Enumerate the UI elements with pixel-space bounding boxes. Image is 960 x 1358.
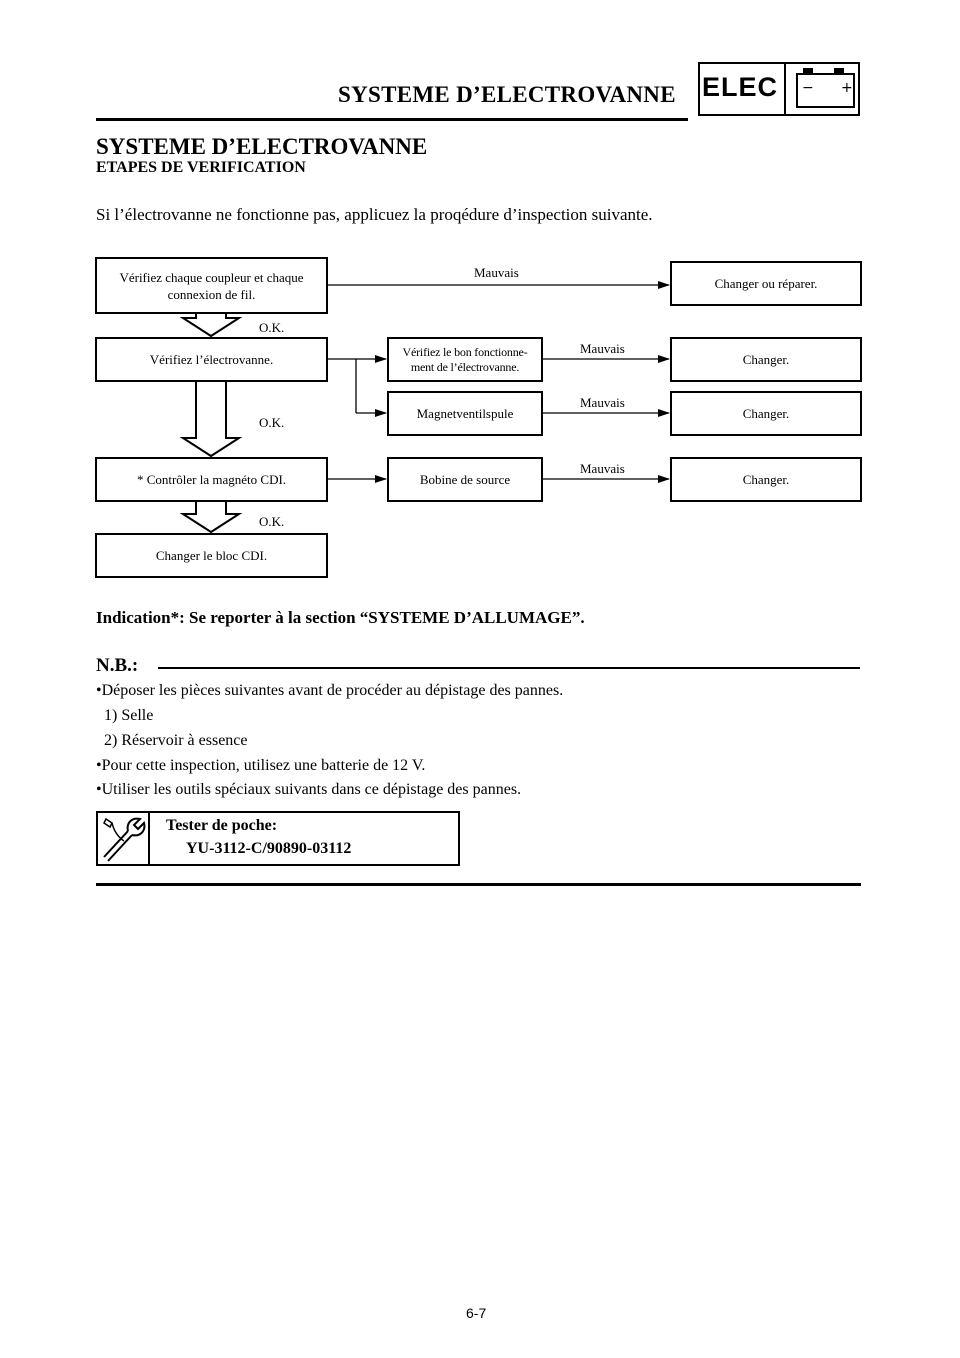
check-valve-operation: Vérifiez le bon fonctionne-ment de l’électrovanne. <box>387 337 543 382</box>
result-replace-valve: Changer. <box>670 337 862 382</box>
battery-plus-sign: + <box>841 80 853 96</box>
nb-rule <box>158 667 860 669</box>
label-bad-couplers: Mauvais <box>474 265 519 280</box>
result-replace-coil: Changer. <box>670 391 862 436</box>
special-tool-divider <box>148 811 150 866</box>
tool-title: Tester de poche: <box>166 817 278 834</box>
check-source-coil: Bobine de source <box>387 457 543 502</box>
step-check-couplers: Vérifiez chaque coupleur et chaque connexion de fil. <box>95 257 328 314</box>
result-repair: Changer ou réparer. <box>670 261 862 306</box>
label-bad-coil: Mauvais <box>580 395 625 410</box>
section-title: SYSTEME D’ELECTROVANNE <box>96 134 428 159</box>
page-number: 6-7 <box>466 1305 487 1321</box>
ok-arrow-2 <box>183 382 239 456</box>
tool-icon <box>98 813 148 864</box>
nb-label: N.B.: <box>96 655 139 676</box>
ok-arrow-1 <box>183 314 239 336</box>
nb-line-5: •Utiliser les outils spéciaux suivants dans ce dépistage des pannes. <box>96 781 522 798</box>
label-bad-operation: Mauvais <box>580 341 625 356</box>
nb-line-4: •Pour cette inspection, utilisez une batterie de 12 V. <box>96 757 426 774</box>
label-ok-2: O.K. <box>259 415 285 430</box>
subsection-title: ETAPES DE VERIFICATION <box>96 159 306 176</box>
label-bad-source: Mauvais <box>580 461 625 476</box>
step-check-cdi: * Contrôler la magnéto CDI. <box>95 457 328 502</box>
header-title: SYSTEME D’ELECTROVANNE <box>338 82 676 107</box>
label-ok-1: O.K. <box>259 320 285 335</box>
nb-line-3: 2) Réservoir à essence <box>104 732 248 749</box>
check-valve-coil: Magnetventilspule <box>387 391 543 436</box>
battery-minus-sign: − <box>802 80 814 96</box>
indication-note: Indication*: Se reporter à la section “SYSTEME D’ALLUMAGE”. <box>96 608 585 627</box>
ok-arrow-3 <box>183 502 239 532</box>
label-ok-3: O.K. <box>259 514 285 529</box>
elec-badge-text: ELEC <box>702 72 779 102</box>
intro-paragraph: Si l’électrovanne ne fonctionne pas, applicuez la proqédure d’inspection suivante. <box>96 205 653 224</box>
step-check-valve: Vérifiez l’électrovanne. <box>95 337 328 382</box>
bottom-rule <box>96 883 861 886</box>
tool-code: YU-3112-C/90890-03112 <box>186 840 352 857</box>
step-replace-cdi: Changer le bloc CDI. <box>95 533 328 578</box>
nb-line-1: •Déposer les pièces suivantes avant de procéder au dépistage des pannes. <box>96 682 564 699</box>
nb-line-2: 1) Selle <box>104 707 154 724</box>
result-replace-source: Changer. <box>670 457 862 502</box>
